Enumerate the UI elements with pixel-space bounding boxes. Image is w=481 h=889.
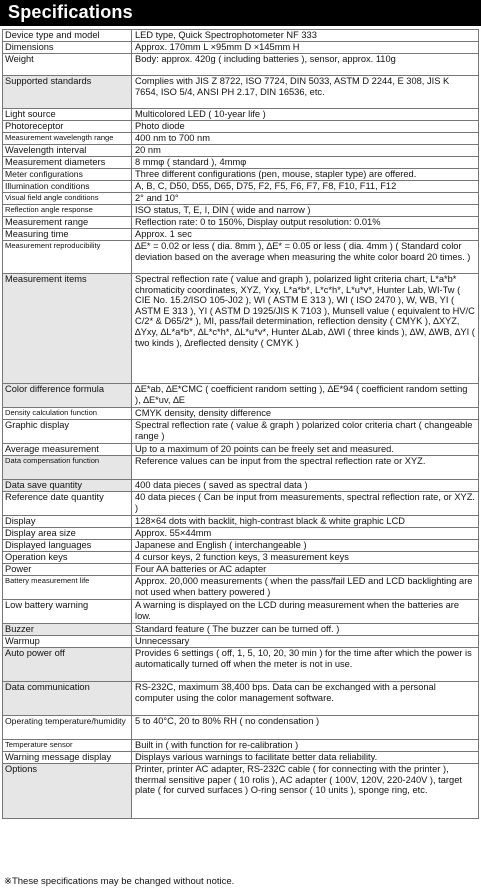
spec-row bbox=[3, 516, 479, 528]
spec-label: Low battery warning bbox=[3, 600, 132, 624]
spec-row bbox=[3, 109, 479, 121]
spec-row bbox=[3, 600, 479, 624]
spec-label: Displayed languages bbox=[3, 540, 132, 552]
spec-label: Data save quantity bbox=[3, 480, 132, 492]
spec-value: 400 data pieces ( saved as spectral data ) bbox=[132, 480, 479, 492]
spec-row bbox=[3, 229, 479, 241]
spec-value: 20 nm bbox=[132, 145, 479, 157]
spec-label: Warmup bbox=[3, 636, 132, 648]
spec-label: Density calculation function bbox=[3, 408, 132, 420]
spec-row bbox=[3, 636, 479, 648]
spec-value: Body: approx. 420g ( including batteries ), sensor, approx. 110g bbox=[132, 54, 479, 76]
spec-row bbox=[3, 76, 479, 109]
spec-value: Up to a maximum of 20 points can be freely set and measured. bbox=[132, 444, 479, 456]
spec-value: A, B, C, D50, D55, D65, D75, F2, F5, F6, F7, F8, F10, F11, F12 bbox=[132, 181, 479, 193]
spec-row bbox=[3, 205, 479, 217]
spec-label: Reference date quantity bbox=[3, 492, 132, 516]
spec-value: Four AA batteries or AC adapter bbox=[132, 564, 479, 576]
title-bar bbox=[0, 0, 481, 26]
footnote: ※These specifications may be changed without notice. bbox=[4, 876, 235, 887]
spec-value: Photo diode bbox=[132, 121, 479, 133]
spec-value: 40 data pieces ( Can be input from measurements, spectral reflection rate, or XYZ. ) bbox=[132, 492, 479, 516]
spec-label: Supported standards bbox=[3, 76, 132, 109]
spec-label: Light source bbox=[3, 109, 132, 121]
spec-label: Measurement range bbox=[3, 217, 132, 229]
spec-value: Reference values can be input from the spectral reflection rate or XYZ. bbox=[132, 456, 479, 480]
spec-row bbox=[3, 564, 479, 576]
spec-label: Battery measurement life bbox=[3, 576, 132, 600]
spec-row bbox=[3, 145, 479, 157]
spec-label: Visual field angle conditions bbox=[3, 193, 132, 205]
spec-row bbox=[3, 30, 479, 42]
spec-value: 4 cursor keys, 2 function keys, 3 measurement keys bbox=[132, 552, 479, 564]
spec-value: Reflection rate: 0 to 150%, Display output resolution: 0.01% bbox=[132, 217, 479, 229]
spec-label: Average measurement bbox=[3, 444, 132, 456]
spec-row bbox=[3, 648, 479, 682]
spec-label: Dimensions bbox=[3, 42, 132, 54]
spec-row bbox=[3, 121, 479, 133]
spec-row bbox=[3, 217, 479, 229]
spec-value: Complies with JIS Z 8722, ISO 7724, DIN 5033, ASTM D 2244, E 308, JIS K 7654, ISO 5/4, ANSI PH 2.17, DIN 16536, etc. bbox=[132, 76, 479, 109]
spec-value: Standard feature ( The buzzer can be turned off. ) bbox=[132, 624, 479, 636]
spec-value: Unnecessary bbox=[132, 636, 479, 648]
spec-label: Device type and model bbox=[3, 30, 132, 42]
spec-row bbox=[3, 492, 479, 516]
spec-label: Measurement items bbox=[3, 274, 132, 384]
spec-value: Displays various warnings to facilitate better data reliability. bbox=[132, 752, 479, 764]
spec-value: Spectral reflection rate ( value and graph ), polarized light criteria chart, L*a*b* chromaticity coordinates, XYZ, Yxy, L*a*b*, L*c*h*, L*u*v*, Hunter Lab, WI-Tw ( CIE No. 15.2/ISO 105-J02 ), WI ( ASTM E 313 ), WI ( ISO 2470 ), W, WB, YI ( ASTM E 313 ), YI ( ASTM D 1925/JIS K 7103 ), Munsell value ( equivalent to HV/C C/2* & D65/2* ), MI, pass/fail determination, reflection density ( CMYK ), ∆XYZ, ∆Yxy, ∆L*a*b*, ∆L*c*h*, ∆L*u*v*, Hunter ∆Lab, ∆WI ( three kinds ), ∆W, ∆WB, ∆YI ( two kinds ), ∆reflected density ( CMYK ) bbox=[132, 274, 479, 384]
specifications-table-body bbox=[3, 30, 479, 819]
spec-value: Printer, printer AC adapter, RS-232C cable ( for connecting with the printer ), thermal sensitive paper ( 10 rolis ), AC adapter ( 100V, 120V, 220-240V ), target plate ( for curved surfaces ) O-ring sensor ( 10 units ), sponge ring, etc. bbox=[132, 764, 479, 819]
spec-value: ∆E* = 0.02 or less ( dia. 8mm ), ∆E* = 0.05 or less ( dia. 4mm ) ( Standard color deviation based on the average when measuring the white color board 20 times. ) bbox=[132, 241, 479, 274]
spec-row bbox=[3, 241, 479, 274]
spec-label: Auto power off bbox=[3, 648, 132, 682]
spec-value: Approx. 1 sec bbox=[132, 229, 479, 241]
spec-row bbox=[3, 682, 479, 716]
spec-row bbox=[3, 528, 479, 540]
spec-row bbox=[3, 740, 479, 752]
spec-value: ISO status, T, E, I, DIN ( wide and narrow ) bbox=[132, 205, 479, 217]
spec-label: Measurement reproducibility bbox=[3, 241, 132, 274]
spec-row bbox=[3, 274, 479, 384]
spec-label: Data communication bbox=[3, 682, 132, 716]
spec-value: RS-232C, maximum 38,400 bps. Data can be exchanged with a personal computer using the color management software. bbox=[132, 682, 479, 716]
spec-row bbox=[3, 42, 479, 54]
spec-label: Graphic display bbox=[3, 420, 132, 444]
spec-row bbox=[3, 384, 479, 408]
spec-label: Data compensation function bbox=[3, 456, 132, 480]
spec-value: A warning is displayed on the LCD during measurement when the batteries are low. bbox=[132, 600, 479, 624]
spec-value: Approx. 20,000 measurements ( when the pass/fail LED and LCD backlighting are not used when battery powered ) bbox=[132, 576, 479, 600]
spec-label: Wavelength interval bbox=[3, 145, 132, 157]
spec-value: 128×64 dots with backlit, high-contrast black & white graphic LCD bbox=[132, 516, 479, 528]
spec-row bbox=[3, 193, 479, 205]
spec-label: Illumination conditions bbox=[3, 181, 132, 193]
spec-label: Reflection angle response bbox=[3, 205, 132, 217]
spec-label: Options bbox=[3, 764, 132, 819]
spec-row bbox=[3, 456, 479, 480]
spec-row bbox=[3, 764, 479, 819]
spec-row bbox=[3, 54, 479, 76]
spec-label: Buzzer bbox=[3, 624, 132, 636]
spec-row bbox=[3, 752, 479, 764]
spec-label: Warning message display bbox=[3, 752, 132, 764]
spec-label: Display bbox=[3, 516, 132, 528]
spec-row bbox=[3, 576, 479, 600]
spec-value: Three different configurations (pen, mouse, stapler type) are offered. bbox=[132, 169, 479, 181]
spec-value: ∆E*ab, ∆E*CMC ( coefficient random setting ), ∆E*94 ( coefficient random setting ), ∆E*uv, ∆E bbox=[132, 384, 479, 408]
spec-row bbox=[3, 181, 479, 193]
spec-label: Color difference formula bbox=[3, 384, 132, 408]
spec-value: Approx. 170mm L ×95mm D ×145mm H bbox=[132, 42, 479, 54]
spec-row bbox=[3, 480, 479, 492]
page-title: Specifications bbox=[8, 2, 133, 22]
spec-value: CMYK density, density difference bbox=[132, 408, 479, 420]
spec-row bbox=[3, 444, 479, 456]
spec-value: 8 mmφ ( standard ), 4mmφ bbox=[132, 157, 479, 169]
spec-row bbox=[3, 624, 479, 636]
spec-label: Display area size bbox=[3, 528, 132, 540]
spec-label: Measurement diameters bbox=[3, 157, 132, 169]
spec-value: 2° and 10° bbox=[132, 193, 479, 205]
spec-label: Photoreceptor bbox=[3, 121, 132, 133]
spec-row bbox=[3, 540, 479, 552]
spec-row bbox=[3, 716, 479, 740]
spec-value: Japanese and English ( interchangeable ) bbox=[132, 540, 479, 552]
spec-label: Meter configurations bbox=[3, 169, 132, 181]
spec-row bbox=[3, 420, 479, 444]
spec-label: Operating temperature/humidity bbox=[3, 716, 132, 740]
spec-value: Multicolored LED ( 10-year life ) bbox=[132, 109, 479, 121]
spec-row bbox=[3, 133, 479, 145]
spec-value: Built in ( with function for re-calibration ) bbox=[132, 740, 479, 752]
spec-value: Provides 6 settings ( off, 1, 5, 10, 20, 30 min ) for the time after which the power is automatically turned off when the meter is not in use. bbox=[132, 648, 479, 682]
spec-label: Operation keys bbox=[3, 552, 132, 564]
spec-row bbox=[3, 408, 479, 420]
spec-row bbox=[3, 169, 479, 181]
spec-label: Temperature sensor bbox=[3, 740, 132, 752]
spec-value: Approx. 55×44mm bbox=[132, 528, 479, 540]
spec-label: Power bbox=[3, 564, 132, 576]
spec-value: 400 nm to 700 nm bbox=[132, 133, 479, 145]
spec-row bbox=[3, 157, 479, 169]
spec-value: Spectral reflection rate ( value & graph ) polarized color criteria chart ( changeable range ) bbox=[132, 420, 479, 444]
specifications-table bbox=[2, 29, 479, 819]
spec-label: Measurement wavelength range bbox=[3, 133, 132, 145]
spec-value: LED type, Quick Spectrophotometer NF 333 bbox=[132, 30, 479, 42]
spec-label: Weight bbox=[3, 54, 132, 76]
spec-value: 5 to 40°C, 20 to 80% RH ( no condensation ) bbox=[132, 716, 479, 740]
spec-label: Measuring time bbox=[3, 229, 132, 241]
spec-row bbox=[3, 552, 479, 564]
